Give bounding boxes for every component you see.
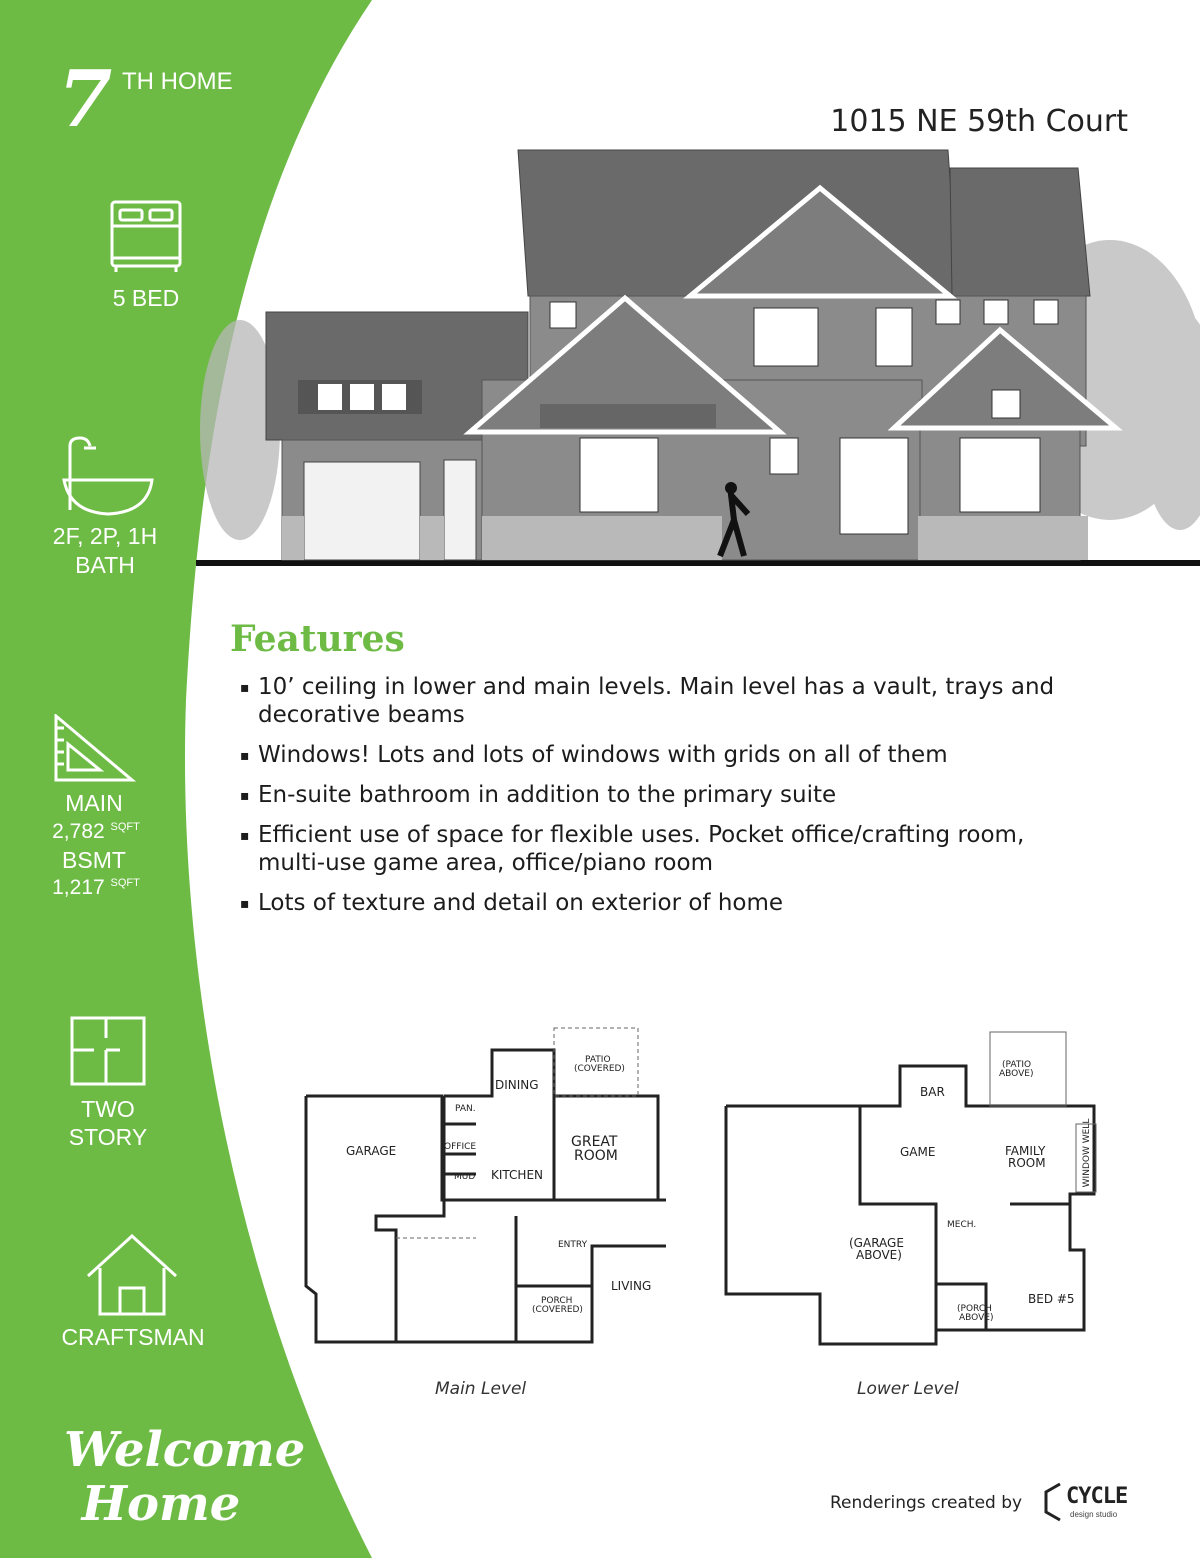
main-sqft-unit: SQFT	[110, 821, 140, 833]
main-level-caption: Main Level	[435, 1379, 527, 1399]
address: 1015 NE 59th Court	[830, 104, 1128, 139]
feature-item: ▪ En-suite bathroom in addition to the primary suite	[232, 781, 1092, 809]
bed-count: 5 BED	[112, 285, 180, 311]
lower-bar-label: BAR	[920, 1085, 945, 1099]
bath-count: 2F, 2P, 1H	[52, 523, 158, 549]
bathtub-icon	[62, 436, 154, 520]
home-number: 7	[58, 54, 113, 145]
bath-label: BATH	[75, 552, 135, 578]
welcome-line2: Home	[81, 1476, 241, 1532]
lower-mech-label: MECH.	[947, 1220, 977, 1230]
main-sqft-value: 2,782	[52, 820, 105, 843]
lower-garage-sub: ABOVE)	[856, 1248, 902, 1262]
lower-family-label: FAMILY	[1005, 1144, 1046, 1158]
home-suffix: TH HOME	[122, 68, 233, 95]
main-porch-sub: (COVERED)	[532, 1305, 583, 1315]
feature-item: ▪ 10’ ceiling in lower and main levels. Main level has a vault, trays and decorative beams	[232, 673, 1092, 729]
main-entry-label: ENTRY	[558, 1240, 588, 1250]
main-garage-label: GARAGE	[346, 1144, 397, 1158]
bed-icon	[108, 200, 184, 274]
lower-porch-sub: ABOVE)	[959, 1313, 994, 1323]
main-patio-label: PATIO	[585, 1055, 611, 1065]
main-patio-sub: (COVERED)	[574, 1064, 625, 1074]
cycle-logo-mark-icon	[1042, 1480, 1062, 1522]
main-label: MAIN	[65, 790, 123, 816]
feature-item: ▪ Windows! Lots and lots of windows with grids on all of them	[232, 741, 1092, 769]
credits-text: Renderings created by	[830, 1493, 1023, 1513]
main-kitchen-label: KITCHEN	[491, 1168, 543, 1182]
house-icon	[86, 1234, 178, 1316]
lower-bed-label: BED #5	[1028, 1292, 1075, 1306]
lower-level-caption: Lower Level	[857, 1379, 959, 1399]
bsmt-sqft	[36, 876, 156, 900]
main-living-label: LIVING	[611, 1279, 652, 1293]
style-label: CRAFTSMAN	[61, 1324, 205, 1350]
cycle-logo-sub: design studio	[1070, 1510, 1118, 1519]
story-count: TWO	[81, 1096, 135, 1122]
features-list	[232, 673, 1092, 929]
main-dining-label: DINING	[495, 1078, 539, 1092]
bsmt-sqft-unit: SQFT	[110, 877, 140, 889]
house-rendering	[196, 146, 1200, 568]
lower-patio-label: (PATIO	[1002, 1060, 1032, 1070]
features-heading: Features	[230, 618, 405, 660]
floorplan-icon	[70, 1016, 146, 1086]
set-square-icon	[52, 714, 136, 784]
lower-room-label: ROOM	[1008, 1156, 1046, 1170]
lower-porch-label: (PORCH	[957, 1304, 992, 1314]
cycle-logo-word: CYCLE	[1066, 1484, 1128, 1509]
lower-game-label: GAME	[900, 1145, 936, 1159]
lower-window-well-label: WINDOW WELL	[1082, 1118, 1092, 1188]
feature-item: ▪ Lots of texture and detail on exterior of home	[232, 889, 1092, 917]
lower-garage-label: (GARAGE	[849, 1236, 904, 1250]
welcome-line1: Welcome	[64, 1422, 306, 1478]
feature-item: ▪ Efficient use of space for flexible uses. Pocket office/crafting room, multi-use game area, office/piano room	[232, 821, 1092, 877]
bsmt-sqft-value: 1,217	[52, 876, 105, 899]
main-great-label: GREAT	[571, 1134, 618, 1150]
lower-patio-sub: ABOVE)	[999, 1069, 1034, 1079]
main-room-label: ROOM	[574, 1148, 618, 1164]
main-sqft	[36, 820, 156, 844]
story-label: STORY	[68, 1124, 148, 1150]
bsmt-label: BSMT	[62, 847, 126, 873]
main-office-label: OFFICE	[444, 1142, 477, 1152]
main-mud-label: MUD	[454, 1172, 476, 1182]
main-pantry-label: PAN.	[455, 1104, 476, 1114]
main-porch-label: PORCH	[541, 1296, 573, 1306]
